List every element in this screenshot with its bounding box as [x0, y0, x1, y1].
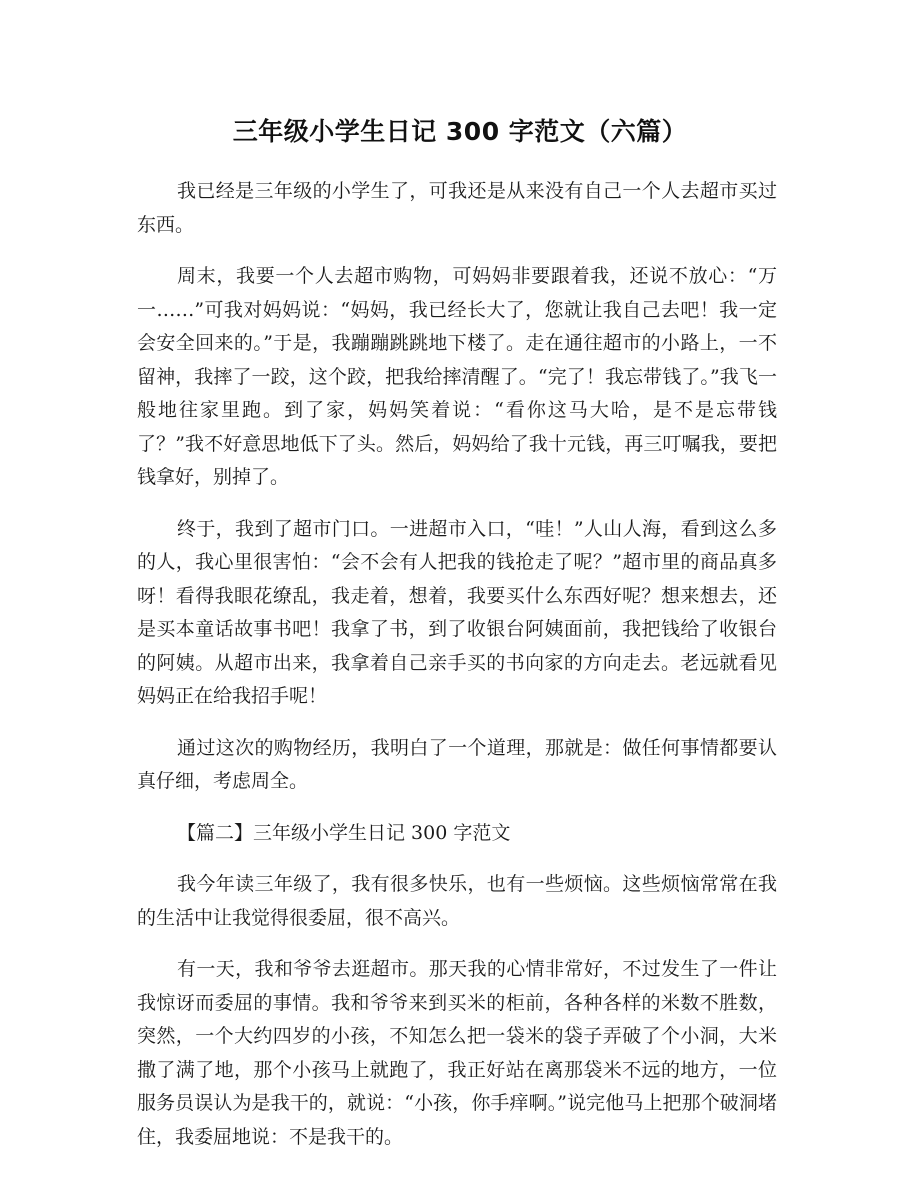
- paragraph: 周末，我要一个人去超市购物，可妈妈非要跟着我，还说不放心：“万一……”可我对妈妈说：“妈妈，我已经长大了，您就让我自己去吧！我一定会安全回来的。”于是，我蹦蹦跳跳地下楼了。走在通往超市的小路上，一不留神，我摔了一跤，这个跤，把我给摔清醒了。“完了！我忘带钱了。”我飞一般地往家里跑。到了家，妈妈笑着说：“看你这马大哈，是不是忘带钱了？”我不好意思地低下了头。然后，妈妈给了我十元钱，再三叮嘱我，要把钱拿好，别掉了。: [137, 265, 777, 488]
- document-body: [137, 175, 777, 1172]
- paragraph: 通过这次的购物经历，我明白了一个道理，那就是：做任何事情都要认真仔细，考虑周全。: [137, 736, 777, 792]
- paragraph: 我今年读三年级了，我有很多快乐，也有一些烦恼。这些烦恼常常在我的生活中让我觉得很委屈，很不高兴。: [137, 873, 777, 929]
- paragraph: 终于，我到了超市门口。一进超市入口，“哇！”人山人海，看到这么多的人，我心里很害怕：“会不会有人把我的钱抢走了呢？”超市里的商品真多呀！看得我眼花缭乱，我走着，想着，我要买什么东西好呢？想来想去，还是买本童话故事书吧！我拿了书，到了收银台阿姨面前，我把钱给了收银台的阿姨。从超市出来，我拿着自己亲手买的书向家的方向走去。老远就看见妈妈正在给我招手呢！: [137, 517, 777, 707]
- section-heading: 【篇二】三年级小学生日记 300 字范文: [177, 821, 511, 844]
- paragraph: 我已经是三年级的小学生了，可我还是从来没有自己一个人去超市买过东西。: [137, 180, 777, 236]
- document-title: 三年级小学生日记 300 字范文（六篇）: [232, 117, 688, 146]
- paragraph: 有一天，我和爷爷去逛超市。那天我的心情非常好，不过发生了一件让我惊讶而委屈的事情。我和爷爷来到买米的柜前，各种各样的米数不胜数，突然，一个大约四岁的小孩，不知怎么把一袋米的袋子弄破了个小洞，大米撒了满了地，那个小孩马上就跑了，我正好站在离那袋米不远的地方，一位服务员误认为是我干的，就说：“小孩，你手痒啊。”说完他马上把那个破洞堵住，我委屈地说：不是我干的。: [137, 958, 777, 1148]
